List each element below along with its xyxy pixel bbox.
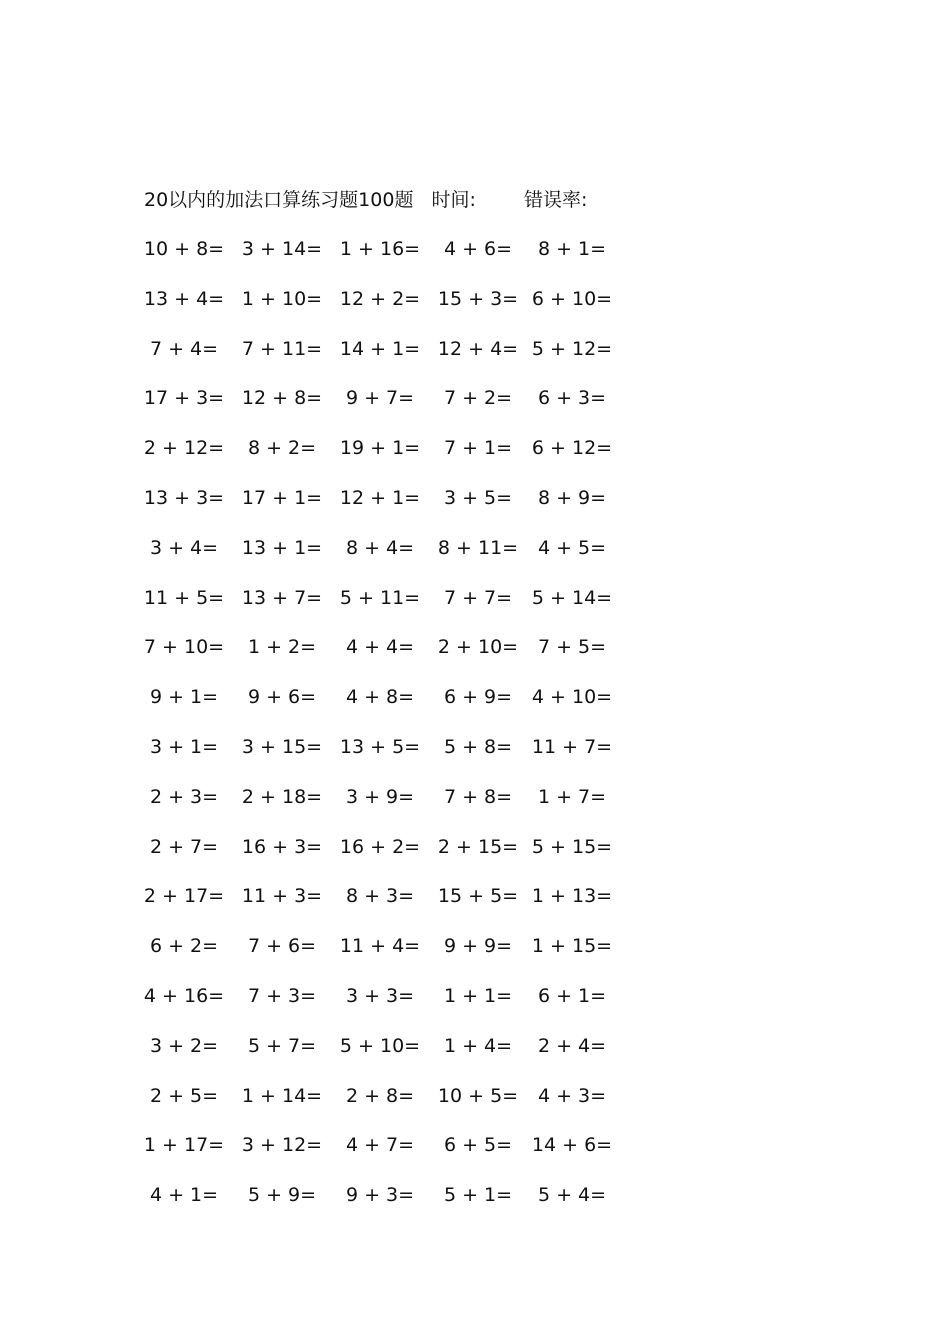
problem-row	[143, 632, 668, 682]
problem-item: 5 + 11=	[339, 586, 421, 609]
problem-item: 14 + 6=	[531, 1134, 613, 1157]
problem-item: 9 + 9=	[443, 935, 513, 958]
problem-item: 3 + 3=	[345, 984, 415, 1007]
problem-item: 7 + 11=	[241, 337, 323, 360]
problem-item: 4 + 4=	[345, 636, 415, 659]
problem-item: 3 + 4=	[149, 536, 219, 559]
problem-item: 9 + 3=	[345, 1184, 415, 1207]
problem-row	[148, 832, 668, 882]
problem-row	[143, 433, 668, 483]
problem-row	[143, 234, 668, 284]
problem-item: 3 + 15=	[241, 735, 323, 758]
problem-item: 7 + 3=	[247, 984, 317, 1007]
problem-item: 4 + 10=	[531, 686, 613, 709]
problem-item: 5 + 10=	[339, 1034, 421, 1057]
problem-item: 8 + 3=	[345, 885, 415, 908]
problem-row	[143, 881, 668, 931]
problem-item: 4 + 16=	[143, 984, 225, 1007]
problem-item: 1 + 10=	[241, 287, 323, 310]
problem-item: 4 + 1=	[149, 1184, 219, 1207]
time-label: 时间:	[431, 189, 476, 211]
problem-grid	[143, 234, 668, 1230]
problem-item: 2 + 10=	[437, 636, 519, 659]
problem-item: 5 + 12=	[531, 337, 613, 360]
problem-item: 11 + 5=	[143, 586, 225, 609]
problem-row	[143, 583, 668, 633]
problem-row	[148, 931, 668, 981]
problem-item: 14 + 1=	[339, 337, 421, 360]
problem-item: 1 + 14=	[241, 1084, 323, 1107]
problem-item: 4 + 7=	[345, 1134, 415, 1157]
problem-item: 7 + 10=	[143, 636, 225, 659]
problem-row	[148, 1180, 668, 1230]
problem-item: 11 + 4=	[339, 935, 421, 958]
problem-item: 6 + 9=	[443, 686, 513, 709]
problem-item: 2 + 5=	[149, 1084, 219, 1107]
problem-item: 15 + 3=	[437, 287, 519, 310]
problem-item: 5 + 14=	[531, 586, 613, 609]
problem-item: 4 + 8=	[345, 686, 415, 709]
problem-item: 1 + 7=	[537, 785, 607, 808]
problem-item: 6 + 2=	[149, 935, 219, 958]
problem-item: 6 + 1=	[537, 984, 607, 1007]
problem-item: 3 + 5=	[443, 486, 513, 509]
problem-item: 3 + 12=	[241, 1134, 323, 1157]
problem-item: 7 + 1=	[443, 437, 513, 460]
problem-item: 17 + 3=	[143, 387, 225, 410]
error-rate-label: 错误率:	[523, 189, 588, 211]
problem-item: 7 + 8=	[443, 785, 513, 808]
problem-row	[143, 981, 668, 1031]
problem-item: 12 + 4=	[437, 337, 519, 360]
problem-item: 8 + 4=	[345, 536, 415, 559]
problem-item: 15 + 5=	[437, 885, 519, 908]
problem-item: 16 + 2=	[339, 835, 421, 858]
problem-item: 4 + 3=	[537, 1084, 607, 1107]
problem-item: 2 + 12=	[143, 437, 225, 460]
problem-item: 9 + 6=	[247, 686, 317, 709]
problem-item: 12 + 1=	[339, 486, 421, 509]
problem-item: 11 + 3=	[241, 885, 323, 908]
problem-item: 12 + 2=	[339, 287, 421, 310]
problem-row	[143, 1130, 668, 1180]
problem-item: 13 + 3=	[143, 486, 225, 509]
problem-row	[148, 533, 668, 583]
problem-item: 8 + 11=	[437, 536, 519, 559]
problem-item: 7 + 6=	[247, 935, 317, 958]
problem-item: 5 + 15=	[531, 835, 613, 858]
problem-item: 2 + 4=	[537, 1034, 607, 1057]
problem-item: 12 + 8=	[241, 387, 323, 410]
problem-item: 11 + 7=	[531, 735, 613, 758]
problem-item: 9 + 1=	[149, 686, 219, 709]
problem-item: 3 + 9=	[345, 785, 415, 808]
problem-item: 5 + 4=	[537, 1184, 607, 1207]
problem-item: 1 + 15=	[531, 935, 613, 958]
problem-row	[143, 284, 668, 334]
problem-item: 13 + 5=	[339, 735, 421, 758]
problem-item: 5 + 1=	[443, 1184, 513, 1207]
problem-item: 2 + 15=	[437, 835, 519, 858]
problem-item: 4 + 5=	[537, 536, 607, 559]
problem-row	[148, 1081, 668, 1131]
problem-item: 4 + 6=	[443, 238, 513, 260]
problem-item: 1 + 17=	[143, 1134, 225, 1157]
problem-item: 13 + 1=	[241, 536, 323, 559]
problem-item: 5 + 7=	[247, 1034, 317, 1057]
problem-item: 9 + 7=	[345, 387, 415, 410]
problem-item: 1 + 16=	[339, 238, 421, 260]
problem-row	[143, 483, 668, 533]
worksheet-header	[144, 186, 587, 214]
problem-item: 2 + 17=	[143, 885, 225, 908]
problem-item: 8 + 1=	[537, 238, 607, 260]
problem-item: 13 + 4=	[143, 287, 225, 310]
problem-row	[148, 732, 668, 782]
problem-item: 1 + 4=	[443, 1034, 513, 1057]
problem-item: 7 + 5=	[537, 636, 607, 659]
problem-item: 13 + 7=	[241, 586, 323, 609]
problem-row	[148, 782, 668, 832]
problem-item: 1 + 1=	[443, 984, 513, 1007]
problem-item: 1 + 2=	[247, 636, 317, 659]
problem-row	[148, 334, 668, 384]
problem-item: 2 + 7=	[149, 835, 219, 858]
problem-item: 19 + 1=	[339, 437, 421, 460]
problem-row	[148, 1031, 668, 1081]
problem-item: 7 + 4=	[149, 337, 219, 360]
problem-item: 2 + 8=	[345, 1084, 415, 1107]
problem-item: 5 + 9=	[247, 1184, 317, 1207]
problem-item: 17 + 1=	[241, 486, 323, 509]
problem-item: 2 + 3=	[149, 785, 219, 808]
problem-item: 1 + 13=	[531, 885, 613, 908]
problem-item: 7 + 7=	[443, 586, 513, 609]
problem-item: 2 + 18=	[241, 785, 323, 808]
problem-item: 6 + 3=	[537, 387, 607, 410]
problem-item: 8 + 2=	[247, 437, 317, 460]
problem-item: 3 + 2=	[149, 1034, 219, 1057]
problem-item: 10 + 8=	[143, 238, 225, 260]
worksheet-title: 20以内的加法口算练习题100题	[144, 189, 414, 211]
problem-item: 16 + 3=	[241, 835, 323, 858]
problem-item: 10 + 5=	[437, 1084, 519, 1107]
problem-item: 8 + 9=	[537, 486, 607, 509]
problem-row	[143, 383, 668, 433]
problem-item: 7 + 2=	[443, 387, 513, 410]
problem-item: 6 + 5=	[443, 1134, 513, 1157]
problem-item: 6 + 10=	[531, 287, 613, 310]
problem-row	[148, 682, 668, 732]
problem-item: 3 + 1=	[149, 735, 219, 758]
problem-item: 3 + 14=	[241, 238, 323, 260]
problem-item: 5 + 8=	[443, 735, 513, 758]
problem-item: 6 + 12=	[531, 437, 613, 460]
